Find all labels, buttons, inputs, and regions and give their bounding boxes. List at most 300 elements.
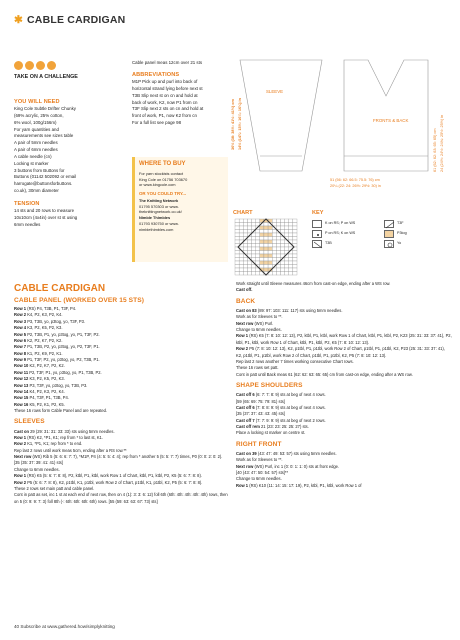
chart-cell — [235, 268, 239, 272]
intro-text: Cable panel meas 12cm over 21 sts — [132, 60, 203, 65]
row-text: P2, T3F, P1, yo, p3tog, yo, P1, T3B, P2. — [29, 369, 102, 375]
chart-cell — [252, 251, 256, 255]
chart-cell — [247, 251, 251, 255]
chart-cell — [272, 254, 276, 258]
chart-cell — [268, 258, 272, 262]
chart-cell — [235, 251, 239, 255]
chart-cell — [289, 233, 293, 237]
chart-cell — [280, 244, 284, 248]
chart-cell — [293, 237, 297, 241]
key-item-p3tog — [384, 229, 452, 239]
row-text: [59 (65: 69: 75: 79: 81) sts] — [236, 398, 285, 404]
row-text: (89: 97: 103: 111: 117) sts using 5mm needles. — [257, 307, 343, 313]
chart-cell — [252, 244, 256, 248]
stitch-chart — [233, 217, 307, 277]
chart-cell — [252, 268, 256, 272]
chart-cell — [285, 272, 289, 276]
text-line: Locking st marker — [14, 160, 49, 166]
chart-cell — [268, 233, 272, 237]
text-line: T3F Slip next 2 sts on cn and hold at — [132, 106, 204, 112]
row-text: (7: 8: 8: 9: 9) sts at beg of next 4 rows. — [255, 404, 326, 410]
chart-cell — [293, 233, 297, 237]
chart-cell — [247, 261, 251, 265]
chart-cell — [285, 261, 289, 265]
chart-cell — [293, 268, 297, 272]
chart-cell — [235, 272, 239, 276]
chart-cell — [256, 251, 260, 255]
where-to-buy-line: King Cole on 01756 703670 — [139, 176, 188, 182]
chart-cell — [293, 226, 297, 230]
chart-cell — [289, 226, 293, 230]
row-label: Cast off 6 — [236, 404, 256, 410]
key-label: T3B — [325, 241, 332, 246]
text-line: 6% wool, 100g/156m) — [14, 119, 57, 125]
sleeve-width-cm: 36½ (38: 38½: 41½: 41½) cm — [231, 99, 235, 150]
row-label: Row 2 — [236, 346, 250, 352]
where-to-buy-line: or www.kingcole.com — [139, 182, 176, 188]
chart-cell — [260, 247, 264, 251]
chart-cell — [252, 237, 256, 241]
key-item-yo — [384, 239, 452, 249]
chart-cell — [276, 237, 280, 241]
chart-cell — [247, 240, 251, 244]
chart-cell — [252, 265, 256, 269]
key-item-t3b — [312, 239, 380, 249]
where-to-buy-line: 01793 930750 or www. — [139, 221, 179, 227]
front-back-label: FRONTS & BACK — [373, 118, 409, 123]
row-label: Row 14 — [14, 388, 30, 394]
chart-cell — [256, 244, 260, 248]
chart-cell — [268, 254, 272, 258]
pattern-line — [236, 333, 452, 346]
chart-cell — [280, 268, 284, 272]
bottom-width-label — [330, 178, 380, 184]
key-label: K on RS; P on WS — [325, 221, 356, 226]
key-label: P3tog — [397, 231, 407, 236]
chart-cell — [268, 230, 272, 234]
pattern-line — [14, 492, 232, 505]
chart-cell — [268, 237, 272, 241]
row-text: P3, T3B, yo, p3tog, yo, T3F, P3. — [27, 318, 86, 324]
row-text: Cont in patt until Back meas 61 (62: 62: 63: 65: 65) cm from cast-on edge, ending after a WS row. — [236, 371, 413, 377]
knit-swatch-icon — [312, 220, 322, 228]
row-text: [40 (43: 47: 50: 54: 57) sts]** — [236, 470, 289, 475]
row-label: Cast off. — [236, 287, 253, 293]
skill-dot-4 — [47, 61, 56, 70]
chart-cell — [260, 230, 264, 234]
chart-cell — [289, 272, 293, 276]
chart-cell — [264, 268, 268, 272]
chart-cell — [280, 272, 284, 276]
chart-cell — [289, 219, 293, 223]
chart-cell — [293, 254, 297, 258]
row-label: Row 2 — [14, 312, 28, 318]
chart-cell — [256, 247, 260, 251]
bottom-width-cm: 51 (56: 62: 66.5: 75.5: 76) cm — [330, 178, 380, 182]
row-label: Row 6 — [14, 337, 28, 343]
chart-cell — [243, 226, 247, 230]
row-label: Next row — [14, 454, 33, 459]
row-text: 29 (29: 31: 31: 33: 33) sts using 5mm needles. — [30, 428, 115, 434]
chart-cell — [293, 230, 297, 234]
chart-cell — [260, 244, 264, 248]
chart-cell — [260, 265, 264, 269]
pattern-line — [236, 483, 452, 489]
key-legend — [312, 219, 452, 249]
chart-cell — [289, 265, 293, 269]
row-label: Row 1 — [14, 473, 28, 479]
t3f-swatch-icon — [384, 220, 394, 228]
chart-cell — [264, 265, 268, 269]
chart-cell — [264, 258, 268, 262]
chart-cell — [285, 233, 289, 237]
row-text: (RS) K2, *P1, K1; rep from * to last st, K1. — [27, 434, 103, 440]
chart-cell — [247, 265, 251, 269]
row-text: Place a locking st marker on centre st. — [236, 430, 306, 436]
chart-cell — [256, 230, 260, 234]
chart-cell — [272, 261, 276, 265]
text-line: 3 buttons from Buttons for — [14, 167, 65, 173]
skill-dot-2 — [25, 61, 34, 70]
where-to-buy-heading: WHERE TO BUY — [139, 161, 186, 167]
row-text: These 2 rows set main patt and cable panel. — [14, 485, 95, 491]
row-text: 21 (23: 23: 25: 25: 27) sts. — [261, 424, 309, 429]
sleeve-width-in: 14½ (14¾: 15½: 16¼: 16¼) in — [238, 98, 242, 150]
abbreviations-heading: ABBREVIATIONS — [132, 72, 180, 78]
row-label: Row 11 — [14, 369, 30, 375]
you-will-need-heading: YOU WILL NEED — [14, 99, 60, 105]
where-to-buy-line: 01795 570303 or www. — [139, 203, 179, 209]
row-text: (RS) K5 (7: 8: 10: 12: 13), P2, ktbl, P1, ktbl, work Row 1 of Chart, ktbl, P1, ktbl, P2, K23 (25: 31: 33: 37: 41), P2, ktbl, P1, ktbl, work Row 1 of Chart, ktbl, P1, ktbl, P2, K5 (7: 8: 10: 12: 13). — [236, 333, 452, 345]
chart-cell — [268, 240, 272, 244]
chart-cell — [293, 258, 297, 262]
row-text: (WS) Purl. — [254, 320, 274, 326]
chart-cell — [276, 251, 280, 255]
row-label: Cast off 7 — [236, 417, 256, 423]
where-to-buy-line: nimblethimbles.com — [139, 226, 174, 232]
chart-cell — [239, 219, 243, 223]
chart-cell — [247, 219, 251, 223]
chart-cell — [276, 226, 280, 230]
chart-heading: CHART — [233, 210, 253, 216]
chart-cell — [268, 251, 272, 255]
row-label: Row 1 — [14, 306, 28, 311]
page-title-text: CABLE CARDIGAN — [27, 14, 126, 26]
row-text: (WS) Purl, inc 1 (0: 0: 1: 1: 0) sts at front edge. — [254, 463, 340, 469]
pattern-subtitle: CABLE PANEL (WORKED OVER 15 STS) — [14, 297, 145, 304]
chart-cell — [268, 261, 272, 265]
chart-cell — [293, 265, 297, 269]
row-text: K1, P2, K9, P2, K1. — [27, 350, 63, 356]
row-text: K5, P2, K1, P2, K5. — [29, 401, 65, 407]
where-to-buy-line: Nimble Thimbles — [139, 215, 171, 221]
chart-cell — [276, 219, 280, 223]
row-text: (RS) K5 (5: 6: 7: 8: 8), P2, ktbl, P1, ktbl, work Row 1 of Chart, ktbl, P1, ktbl, P2, K5 (5: 6: 7: 8: 8). — [27, 473, 202, 479]
sleeve-label: SLEEVE — [266, 89, 284, 94]
chart-cell — [272, 233, 276, 237]
chart-cell — [293, 240, 297, 244]
chart-cell — [247, 244, 251, 248]
chart-cell — [239, 226, 243, 230]
chart-cell — [293, 251, 297, 255]
abbreviations-list — [132, 79, 228, 127]
where-to-buy-line: theknittingnetwork.co.uk/ — [139, 209, 182, 215]
text-line: King Cole Subtle Drifter Chunky — [14, 106, 76, 112]
text-line: 10x10cm (4x4in) over st st using — [14, 214, 78, 220]
chart-cell — [260, 237, 264, 241]
chart-cell — [289, 261, 293, 265]
pattern-line — [236, 430, 452, 436]
chart-cell — [285, 230, 289, 234]
row-label: Row 5 — [14, 331, 28, 337]
row-label: Row 2 — [14, 441, 28, 447]
key-item-purl — [312, 229, 380, 239]
row-text: P5 (5: 6: 7: 8: 8), K2, p1tbl, K1, p1tbl, work Row 2 of Chart, p1tbl, K1, p1tbl, K2, P5 (5: 6: 7: 8: 8). — [27, 479, 203, 485]
chart-cell — [235, 258, 239, 262]
chart-cell — [289, 237, 293, 241]
chart-cell — [272, 219, 276, 223]
text-line: A pair of 6mm needles — [14, 147, 58, 153]
length-in-label — [440, 115, 446, 172]
t3b-swatch-icon — [312, 240, 322, 248]
where-to-buy-line: The Knitting Network — [139, 197, 179, 203]
row-text: (WS) Rib 5 (5: 6: 6: 7: 7), *M1P, P4 (4: 5: 5: 4: 4); rep from * another 5 (5: 5: 7: 7) times, P0 (0: 0: 2: 0: 2). — [32, 454, 223, 459]
chart-cell — [252, 254, 256, 258]
chart-cell — [239, 230, 243, 234]
chart-cell — [260, 254, 264, 258]
row-label: Row 1 — [236, 333, 250, 339]
row-text: Change to 6mm needles. — [236, 327, 282, 332]
row-label: Row 8 — [14, 350, 28, 356]
text-line: front of work, P1, now K2 from cn — [132, 113, 197, 119]
row-text: P4, T3F, P1, T3B, P4. — [29, 395, 69, 401]
chart-cell — [239, 261, 243, 265]
chart-cell — [264, 230, 268, 234]
row-label: Next row — [236, 320, 255, 326]
chart-cell — [256, 272, 260, 276]
text-line: M1P Pick up and purl into back of — [132, 79, 198, 85]
row-text: Change to 6mm needles. — [14, 466, 60, 472]
chart-cell — [260, 258, 264, 262]
row-text: K4, P2, K3, P2, K4. — [27, 312, 63, 318]
chart-cell — [289, 230, 293, 234]
row-label: Cast off rem — [236, 424, 262, 429]
skill-label: TAKE ON A CHALLENGE — [14, 74, 78, 80]
chart-cell — [256, 254, 260, 258]
chart-cell — [272, 251, 276, 255]
row-text: Cont in patt as set, inc 1 st at each end of next row, then on 4 (1): 3: 3: 6: 12) foll 6th (6th: 4th: 4th: 4th: 4th) rows, then on 5 (0: 9: 9: 7: 3) foll 8th (-: 6th: 6th: 6th: 6th) rows. [55 (59: 63: 63: 67: 73) sts] — [14, 492, 228, 504]
chart-cell — [260, 226, 264, 230]
sleeve-width-label — [231, 99, 237, 150]
chart-cell — [243, 272, 247, 276]
text-line: Buttons (01142 502092 or email — [14, 174, 77, 180]
chart-cell — [243, 219, 247, 223]
text-line: For yarn quantities and — [14, 126, 59, 132]
skill-dot-1 — [14, 61, 23, 70]
chart-cell — [243, 265, 247, 269]
chart-cell — [252, 223, 256, 227]
pattern-title: CABLE CARDIGAN — [14, 283, 106, 294]
row-text: P3, T3F, yo, p3tog, yo, T3B, P3. — [29, 382, 88, 388]
row-text: Rep last 2 rows another 7 times working consecutive Chart rows. — [236, 358, 354, 364]
chart-cell — [264, 233, 268, 237]
chart-cell — [247, 272, 251, 276]
yo-swatch-icon — [384, 240, 394, 248]
chart-cell — [293, 261, 297, 265]
row-text: Work as for Sleeves to **. — [236, 314, 283, 320]
where-to-buy-list — [139, 171, 224, 233]
text-line: For a full list see page 98 — [132, 120, 182, 126]
row-text: Rep last 2 rows until work meas 5cm, ending after a RS row.** — [14, 447, 127, 453]
chart-cell — [243, 244, 247, 248]
row-text: Work as for Sleeves to **. — [236, 457, 283, 463]
chart-cell — [264, 261, 268, 265]
chart-cell — [293, 223, 297, 227]
chart-cell — [243, 230, 247, 234]
chart-cell — [256, 261, 260, 265]
sleeve-shape — [240, 60, 322, 171]
chart-cell — [235, 233, 239, 237]
chart-cell — [272, 244, 276, 248]
page-title — [14, 13, 125, 28]
chart-cell — [260, 240, 264, 244]
chart-cell — [264, 254, 268, 258]
pattern-column-1 — [14, 306, 232, 505]
you-will-need-section — [14, 98, 124, 228]
row-text: P1, T3F, P2, yo, p3tog, yo, P2, T3B, P1. — [27, 357, 100, 362]
chart-cell — [252, 272, 256, 276]
chart-cell — [276, 272, 280, 276]
chart-cell — [293, 219, 297, 223]
text-line: harrogate@buttonsforbuttons. — [14, 181, 73, 187]
chart-cell — [243, 247, 247, 251]
row-text: K3, P2, K5, P2, K3. — [29, 376, 65, 382]
row-text: [35 (35: 37: 39: 41: 41) sts] — [14, 460, 63, 466]
chart-cell — [280, 251, 284, 255]
chart-cell — [285, 244, 289, 248]
chart-cell — [256, 258, 260, 262]
chart-cell — [235, 223, 239, 227]
skill-dot-3 — [36, 61, 45, 70]
row-label: Row 3 — [14, 318, 28, 324]
length-label — [433, 129, 439, 172]
section-heading: RIGHT FRONT — [236, 440, 282, 448]
key-item-t3f — [384, 219, 452, 229]
star-icon: ✱ — [14, 14, 23, 26]
chart-cell — [280, 261, 284, 265]
text-line: measurements see sizes table — [14, 133, 74, 139]
chart-cell — [239, 272, 243, 276]
chart-cell — [276, 240, 280, 244]
row-text: K3, P2, K5, P2, K3. — [27, 325, 63, 331]
key-item-knit — [312, 219, 380, 229]
section-heading: SHAPE SHOULDERS — [236, 382, 303, 389]
chart-cell — [247, 223, 251, 227]
chart-cell — [239, 254, 243, 258]
text-line: (69% acrylic, 25% cotton, — [14, 112, 64, 118]
chart-cell — [285, 258, 289, 262]
chart-cell — [272, 247, 276, 251]
chart-cell — [272, 272, 276, 276]
chart-cell — [272, 237, 276, 241]
chart-cell — [276, 223, 280, 227]
page-footer: 40 Subscribe at www.gathered.how/simplyknitting — [14, 624, 115, 629]
row-label: Row 1 — [236, 482, 250, 488]
text-line: co.uk), 30mm diameter — [14, 188, 59, 194]
chart-cell — [272, 230, 276, 234]
abbreviations-section — [132, 71, 228, 127]
row-label: Row 10 — [14, 363, 30, 369]
chart-cell — [285, 223, 289, 227]
chart-cell — [268, 247, 272, 251]
chart-cell — [280, 240, 284, 244]
chart-cell — [289, 223, 293, 227]
chart-cell — [260, 233, 264, 237]
chart-cell — [276, 268, 280, 272]
row-text: (RS) P4, T3B, P1, T3F, P4. — [27, 306, 77, 311]
chart-cell — [235, 230, 239, 234]
row-text: (7: 7: 9: 9: 9) sts at beg of next 2 rows. — [255, 417, 326, 423]
chart-cell — [243, 233, 247, 237]
length-cm: 61 (62: 62: 63: 65: 65) cm — [433, 128, 437, 172]
chart-cell — [247, 247, 251, 251]
row-label: Row 7 — [14, 344, 28, 350]
chart-cell — [264, 244, 268, 248]
pattern-line — [236, 372, 452, 378]
key-label: P on RS; K on WS — [325, 231, 356, 236]
chart-cell — [289, 258, 293, 262]
chart-cell — [239, 268, 243, 272]
row-label: Row 15 — [14, 395, 30, 401]
chart-cell — [239, 223, 243, 227]
chart-cell — [239, 265, 243, 269]
chart-cell — [280, 219, 284, 223]
where-to-buy-line: For yarn stockists contact — [139, 170, 184, 176]
chart-cell — [256, 233, 260, 237]
chart-cell — [293, 272, 297, 276]
chart-cell — [272, 240, 276, 244]
chart-cell — [268, 226, 272, 230]
chart-cell — [235, 219, 239, 223]
where-to-buy-box — [132, 157, 228, 262]
row-text: (6: 7: 7: 8: 9) sts at beg of next 4 rows. — [255, 392, 326, 398]
chart-cell — [280, 247, 284, 251]
section-heading: BACK — [236, 297, 256, 305]
row-label: Row 12 — [14, 376, 30, 382]
text-line: A cable needle (cn) — [14, 153, 52, 159]
row-label: Row 1 — [14, 434, 28, 440]
chart-cell — [260, 251, 264, 255]
row-label: Cast on 39 — [236, 450, 258, 456]
chart-cell — [289, 254, 293, 258]
chart-cell — [264, 251, 268, 255]
chart-cell — [235, 240, 239, 244]
tension-text — [14, 208, 124, 228]
chart-cell — [264, 223, 268, 227]
chart-cell — [252, 219, 256, 223]
bottom-width-in: 20¼ (22: 24: 26½: 29½: 30) in — [330, 184, 381, 188]
chart-cell — [243, 268, 247, 272]
text-line: 14 sts and 20 rows to measure — [14, 207, 75, 213]
chart-cell — [264, 240, 268, 244]
row-text: (43: 47: 49: 53: 57) sts using 5mm needles. — [257, 450, 337, 456]
row-text: P2, T3B, P1, yo, p3tog, yo, P1, T3F, P2. — [27, 331, 100, 337]
text-line: 6mm needles — [14, 221, 41, 227]
pattern-line — [236, 287, 452, 293]
chart-cell — [235, 226, 239, 230]
chart-cell — [280, 226, 284, 230]
chart-cell — [264, 237, 268, 241]
